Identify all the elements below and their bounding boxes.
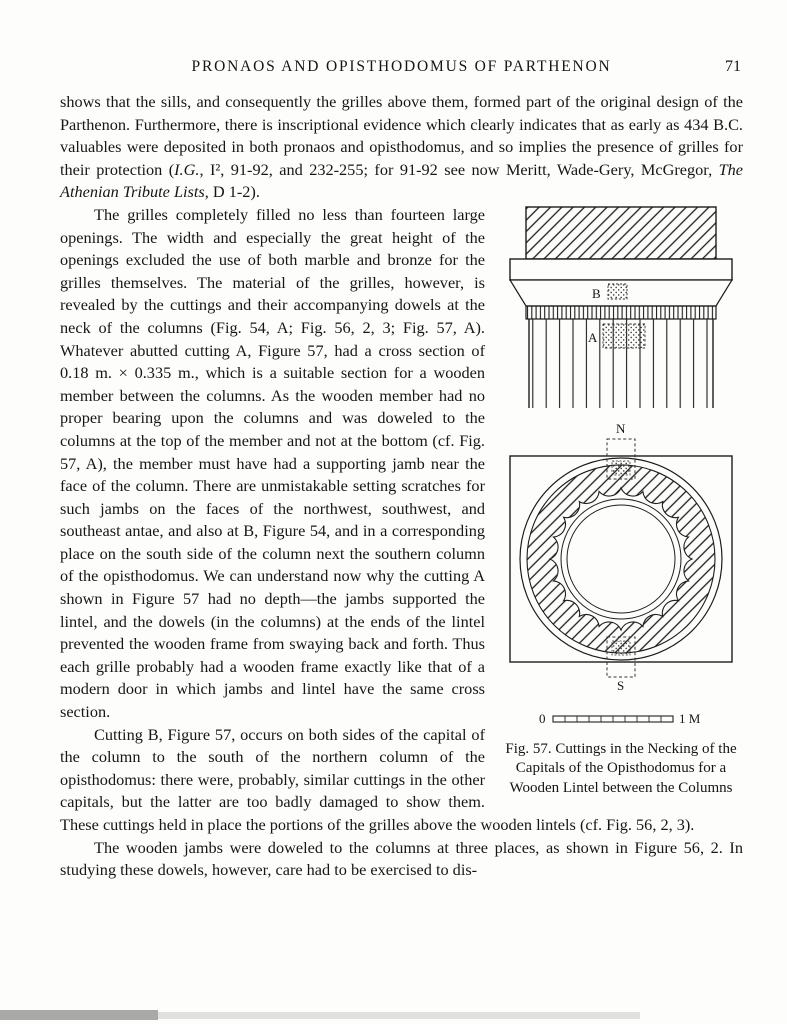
p1-text-3: , D 1-2). bbox=[204, 182, 260, 202]
label-cutting-b: B bbox=[592, 285, 601, 301]
p1-citation-atl: The Athenian Tribute Lists bbox=[60, 159, 744, 202]
elevation-drawing bbox=[505, 206, 737, 408]
page-number: 71 bbox=[725, 58, 741, 75]
running-head: PRONAOS AND OPISTHODOMUS OF PARTHENON bbox=[191, 58, 612, 75]
cutting-a-dotted bbox=[603, 324, 645, 348]
page-header bbox=[60, 58, 743, 76]
scale-zero-label: 0 bbox=[539, 710, 546, 726]
label-cutting-a: A bbox=[588, 329, 598, 345]
figure-57 bbox=[499, 206, 743, 799]
scale-meter-label: 1 M bbox=[679, 710, 701, 726]
p1-citation-ig: I.G. bbox=[174, 159, 200, 179]
architrave-section-hatched bbox=[526, 207, 716, 259]
paragraph-grilles: The grilles completely filled no less than fourteen large openings. The width and especially the great height of the openings excluded the use of both marble and bronze for the grilles themselves. The material of the grilles, however, is revealed by the cuttings and their accompanying dowels at the neck of the columns (Fig. 54, A; Fig. 56, 2, 3; Fig. 57, A). Whatever abutted cutting A, Figure 57, had a cross section of 0.18 m. × 0.335 m., which is a suitable section for a wooden member between the columns. As the wooden member had no proper bearing upon the columns and was doweled to the columns at the top of the member and not at the bottom (cf. Fig. 57, A), the member must have had a supporting jamb near the face of the column. There are unmistakable setting scratches for such jambs on the faces of the northwest, southwest, and southeast antae, and also at B, Figure 54, and in a corresponding place on the south side of the column next the southern column of the opisthodomus. We can understand now why the cutting A shown in Figure 57 had no depth—the jambs supported the lintel, and the dowels (in the columns) at the ends of the lintel prevented the wooden frame from swaying back and forth. Thus each grille probably had a wooden frame exactly like that of a modern door in which jambs and lintel have the same cross section. bbox=[60, 204, 485, 722]
capital-abacus bbox=[510, 259, 732, 280]
label-north: N bbox=[616, 421, 626, 436]
paragraph-intro bbox=[60, 91, 743, 204]
annulets-band bbox=[526, 306, 716, 319]
p1-text-1: shows that the sills, and consequently the grilles above them, formed part of the original design of the Parthenon. Furthermore, there is inscriptional evidence which clearly indicates that as early as 434 B.C. valuables were deposited in both pronaos and opisthodomus, and so implies the presence of grilles for their protection ( bbox=[60, 92, 743, 179]
paragraph-jambs: The wooden jambs were doweled to the columns at three places, as shown in Figure 56, 2. In studying these dowels, however, care had to be exercised to dis- bbox=[60, 837, 743, 880]
figure-caption: Fig. 57. Cuttings in the Necking of the Capitals of the Opisthodomus for a Wooden Lintel between the Columns bbox=[505, 740, 737, 796]
capital-circles bbox=[520, 458, 722, 660]
p1-text-2: , I², 91-92, and 232-255; for 91-92 see now Meritt, Wade-Gery, McGregor, bbox=[199, 159, 719, 179]
plan-drawing bbox=[505, 422, 737, 694]
scale-bar bbox=[531, 710, 711, 728]
scale-bar-area bbox=[499, 710, 743, 728]
label-south: S bbox=[617, 677, 625, 693]
paragraph-cutting-b: Cutting B, Figure 57, occurs on both sides of the capital of the column to the south of the northern column of the opisthodomus: there were, probably, similar cuttings in the other capitals, but the latter are too badly damaged to show them. These cuttings held in place the portions of the grilles above the wooden lintels (cf. Fig. 56, 2, 3). bbox=[60, 724, 695, 834]
scan-artifact-dark bbox=[0, 1010, 158, 1020]
cutting-b-dotted bbox=[608, 284, 627, 299]
